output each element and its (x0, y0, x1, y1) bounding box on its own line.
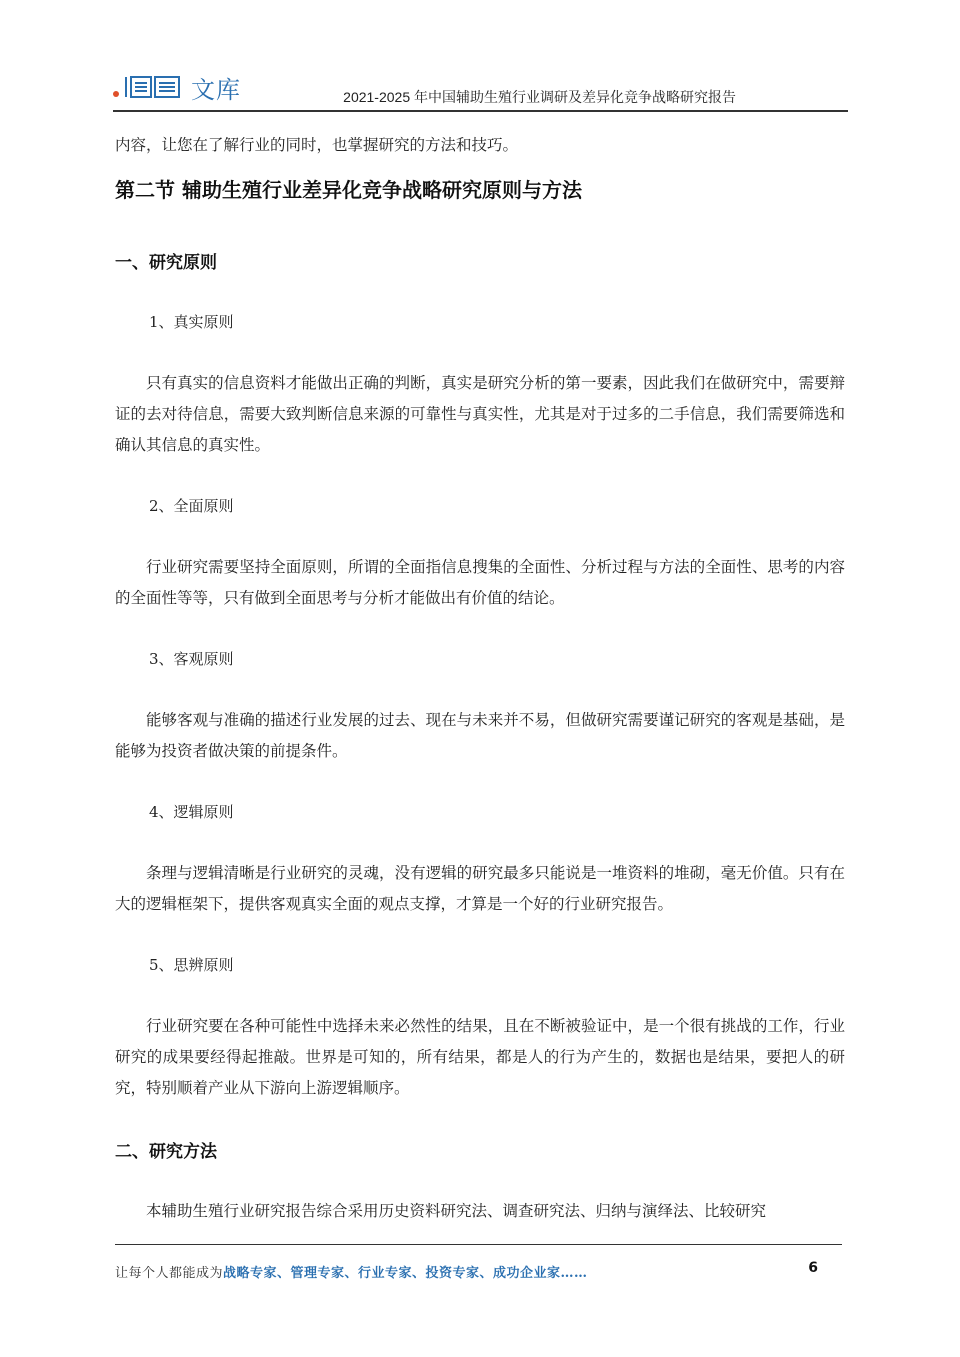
page-header (113, 70, 848, 112)
principle-label: 1、真实原则 (149, 313, 234, 331)
subsection-title-methods: 二、研究方法 (115, 1142, 217, 1162)
footer-prefix: 让每个人都能成为 (115, 1266, 224, 1281)
methods-text: 本辅助生殖行业研究报告综合采用历史资料研究法、调查研究法、归纳与演绎法、比较研究 (146, 1202, 767, 1220)
footer-slogan (115, 1262, 588, 1281)
section-title: 第二节 辅助生殖行业差异化竞争战略研究原则与方法 (115, 178, 582, 202)
page-number: 6 (808, 1260, 818, 1276)
logo-text: 文库 (191, 75, 241, 104)
principle-label: 4、逻辑原则 (149, 803, 234, 821)
principle-label: 5、思辨原则 (149, 956, 234, 974)
continuation-text: 内容，让您在了解行业的同时，也掌握研究的方法和技巧。 (115, 136, 519, 154)
principle-text: 能够客观与准确的描述行业发展的过去、现在与未来并不易，但做研究需要谨记研究的客观是基础，是能够为投资者做决策的前提条件。 (115, 711, 845, 760)
principle-text: 条理与逻辑清晰是行业研究的灵魂，没有逻辑的研究最多只能说是一堆资料的堆砌，毫无价值。只有在大的逻辑框架下，提供客观真实全面的观点支撑，才算是一个好的行业研究报告。 (115, 864, 845, 913)
principle-text: 行业研究需要坚持全面原则，所谓的全面指信息搜集的全面性、分析过程与方法的全面性、思考的内容的全面性等等，只有做到全面思考与分析才能做出有价值的结论。 (115, 558, 845, 607)
logo-mark-icon (123, 74, 187, 100)
logo-dot-icon (113, 91, 119, 97)
principle-text: 行业研究要在各种可能性中选择未来必然性的结果，且在不断被验证中，是一个很有挑战的工作，行业研究的成果要经得起推敲。世界是可知的，所有结果，都是人的行为产生的，数据也是结果，要把人的研究，特别顺着产业从下游向上游逻辑顺序。 (115, 1017, 845, 1097)
report-title: 2021-2025 年中国辅助生殖行业调研及差异化竞争战略研究报告 (343, 89, 736, 105)
subsection-title-principles: 一、研究原则 (115, 253, 217, 273)
logo (113, 72, 241, 102)
principle-label: 3、客观原则 (149, 650, 234, 668)
principle-text: 只有真实的信息资料才能做出正确的判断，真实是研究分析的第一要素，因此我们在做研究中，需要辩证的去对待信息，需要大致判断信息来源的可靠性与真实性，尤其是对于过多的二手信息，我们需要筛选和确认其信息的真实性。 (115, 374, 845, 454)
page-footer (115, 1244, 842, 1285)
footer-highlight: 战略专家、管理专家、行业专家、投资专家、成功企业家…… (223, 1266, 588, 1281)
principle-label: 2、全面原则 (149, 497, 234, 515)
